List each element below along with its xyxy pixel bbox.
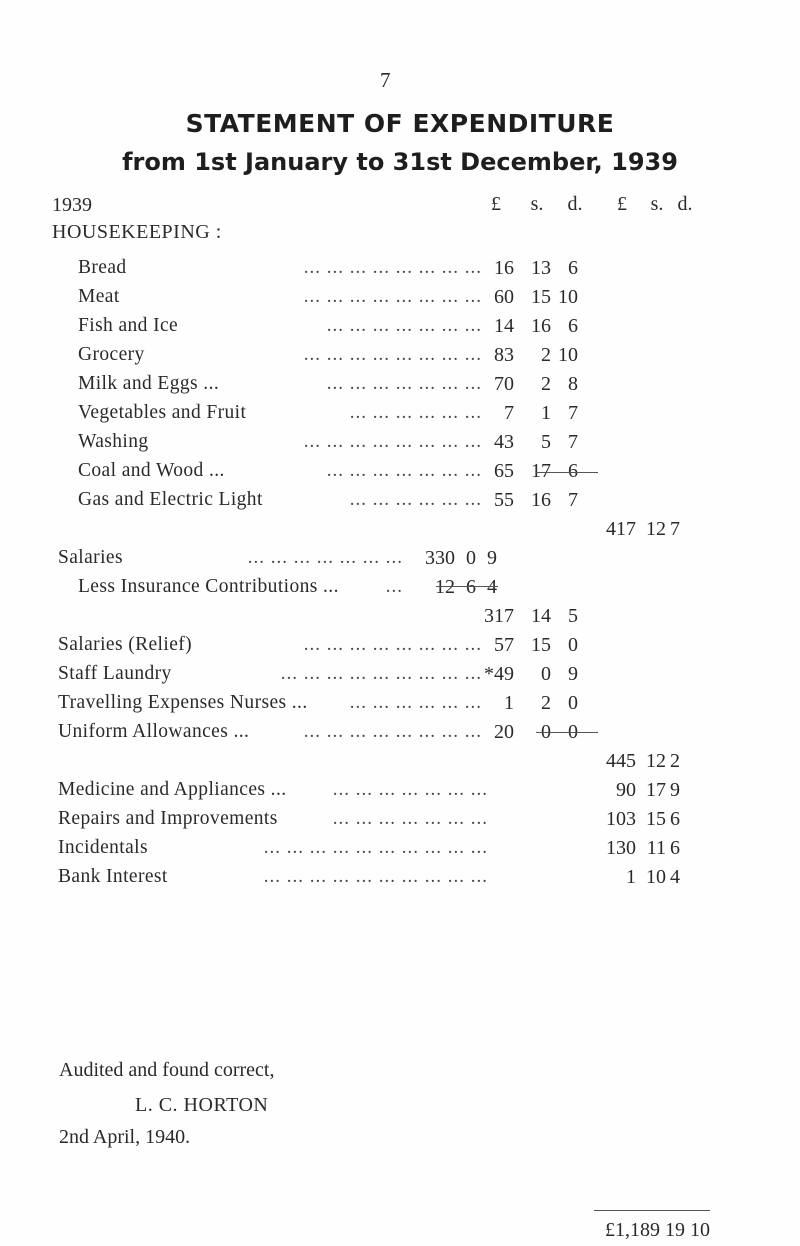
amount-pence: 10	[558, 286, 578, 308]
amount-pounds: 103	[606, 808, 636, 830]
amount-shillings: 0	[541, 663, 551, 685]
audit-statement: Audited and found correct,	[59, 1059, 275, 1081]
column-header-pounds-2: £	[617, 193, 627, 215]
row-leader-dots: ... ... ... ... ... ... ...	[326, 460, 482, 481]
row-label: Repairs and Improvements	[58, 808, 278, 829]
amount-shillings: 0	[541, 721, 551, 743]
amount-shillings: 12	[646, 518, 666, 540]
column-header-pence-1: d.	[567, 193, 583, 215]
amount-shillings: 2	[541, 344, 551, 366]
row-label: Medicine and Appliances ...	[58, 779, 287, 800]
amount-pounds: 14	[494, 315, 514, 337]
row-leader-dots: ... ... ... ... ... ...	[349, 402, 482, 423]
amount-pence: 0	[568, 692, 578, 714]
amount-pence: 0	[568, 721, 578, 743]
subtotal-rule-salaries	[436, 586, 498, 587]
row-label: Washing	[78, 431, 149, 452]
page-subtitle: from 1st January to 31st December, 1939	[122, 148, 678, 176]
amount-shillings: 2	[541, 692, 551, 714]
amount-pence: 6	[568, 460, 578, 482]
amount-pounds: 12	[435, 576, 455, 598]
amount-pence: 6	[568, 315, 578, 337]
amount-shillings: 15	[531, 634, 551, 656]
amount-pounds: *49	[484, 663, 514, 685]
amount-pounds: 65	[494, 460, 514, 482]
row-label: Meat	[78, 286, 120, 307]
row-leader-dots: ... ... ... ... ... ... ...	[332, 779, 488, 800]
grand-total-rule	[594, 1210, 710, 1211]
section-heading: HOUSEKEEPING :	[52, 221, 222, 243]
amount-shillings: 5	[541, 431, 551, 453]
amount-shillings: 17	[531, 460, 551, 482]
grand-total: £1,189 19 10	[605, 1219, 710, 1241]
row-label: Coal and Wood ...	[78, 460, 225, 481]
amount-pence: 7	[670, 518, 680, 540]
amount-pence: 5	[568, 605, 578, 627]
amount-shillings: 14	[531, 605, 551, 627]
row-label: Travelling Expenses Nurses ...	[58, 692, 308, 713]
amount-pence: 7	[568, 489, 578, 511]
amount-pence: 9	[568, 663, 578, 685]
amount-pence: 9	[670, 779, 680, 801]
row-leader-dots: ... ... ... ... ... ... ...	[247, 547, 403, 568]
amount-shillings: 15	[646, 808, 666, 830]
amount-pounds: 60	[494, 286, 514, 308]
amount-pence: 9	[487, 547, 497, 569]
subtotal-rule-salaries-staff	[536, 732, 598, 733]
amount-pence: 10	[558, 344, 578, 366]
row-label: Fish and Ice	[78, 315, 179, 336]
amount-shillings: 6	[466, 576, 476, 598]
amount-pounds: 55	[494, 489, 514, 511]
column-header-shillings-1: s.	[530, 193, 544, 215]
row-label: Grocery	[78, 344, 145, 365]
row-leader-dots: ... ... ... ... ... ... ... ... ... ...	[263, 866, 488, 887]
amount-shillings: 10	[646, 866, 666, 888]
subtotal-rule-housekeeping	[536, 472, 598, 473]
row-leader-dots: ... ... ... ... ... ... ... ...	[303, 721, 482, 742]
amount-shillings: 12	[646, 750, 666, 772]
amount-pence: 6	[568, 257, 578, 279]
amount-pounds: 417	[606, 518, 636, 540]
row-leader-dots: ... ... ... ... ... ...	[349, 692, 482, 713]
amount-pounds: 1	[504, 692, 514, 714]
amount-pounds: 445	[606, 750, 636, 772]
amount-pounds: 130	[606, 837, 636, 859]
auditor-name: L. C. HORTON	[135, 1094, 269, 1116]
amount-pounds: 330	[425, 547, 455, 569]
amount-pence: 8	[568, 373, 578, 395]
row-label: Salaries (Relief)	[58, 634, 193, 655]
row-leader-dots: ... ... ... ... ... ... ... ...	[303, 431, 482, 452]
amount-pounds: 43	[494, 431, 514, 453]
page-number: 7	[380, 68, 391, 92]
amount-pence: 6	[670, 837, 680, 859]
amount-pounds: 90	[616, 779, 636, 801]
row-leader-dots: ... ... ... ... ... ... ... ...	[303, 257, 482, 278]
row-label: Bank Interest	[58, 866, 168, 887]
row-label: Incidentals	[58, 837, 148, 858]
amount-shillings: 16	[531, 315, 551, 337]
row-label: Salaries	[58, 547, 123, 568]
audit-date: 2nd April, 1940.	[59, 1126, 191, 1148]
row-label: Vegetables and Fruit	[78, 402, 247, 423]
row-leader-dots: ... ... ... ... ... ... ... ...	[303, 634, 482, 655]
row-leader-dots: ... ... ... ... ... ... ... ... ...	[280, 663, 482, 684]
row-leader-dots: ... ... ... ... ... ... ... ...	[303, 286, 482, 307]
column-header-pounds-1: £	[491, 193, 501, 215]
amount-shillings: 1	[541, 402, 551, 424]
amount-shillings: 17	[646, 779, 666, 801]
amount-pence: 6	[670, 808, 680, 830]
amount-pence: 2	[670, 750, 680, 772]
row-label: Bread	[78, 257, 127, 278]
amount-pence: 4	[487, 576, 497, 598]
amount-shillings: 0	[466, 547, 476, 569]
row-label: Staff Laundry	[58, 663, 172, 684]
row-label: Less Insurance Contributions ...	[78, 576, 339, 597]
row-leader-dots: ... ... ... ... ... ... ...	[326, 315, 482, 336]
row-leader-dots: ... ... ... ... ... ... ... ... ... ...	[263, 837, 488, 858]
row-leader-dots: ... ... ... ... ... ... ... ...	[303, 344, 482, 365]
amount-pence: 7	[568, 431, 578, 453]
row-leader-dots: ... ... ... ... ... ... ...	[332, 808, 488, 829]
row-label: Milk and Eggs ...	[78, 373, 220, 394]
amount-pounds: 57	[494, 634, 514, 656]
amount-shillings: 13	[531, 257, 551, 279]
amount-pounds: 7	[504, 402, 514, 424]
amount-shillings: 11	[646, 837, 666, 859]
amount-pounds: 317	[484, 605, 514, 627]
column-header-shillings-2: s.	[650, 193, 664, 215]
amount-shillings: 15	[531, 286, 551, 308]
column-header-pence-2: d.	[677, 193, 693, 215]
amount-pence: 7	[568, 402, 578, 424]
amount-pounds: 70	[494, 373, 514, 395]
amount-pounds: 1	[626, 866, 636, 888]
amount-pounds: 83	[494, 344, 514, 366]
row-leader-dots: ... ... ... ... ... ...	[349, 489, 482, 510]
row-label: Gas and Electric Light	[78, 489, 263, 510]
row-label: Uniform Allowances ...	[58, 721, 250, 742]
amount-shillings: 2	[541, 373, 551, 395]
amount-pounds: 16	[494, 257, 514, 279]
row-leader-dots: ...	[385, 576, 403, 597]
amount-shillings: 16	[531, 489, 551, 511]
amount-pence: 0	[568, 634, 578, 656]
row-leader-dots: ... ... ... ... ... ... ...	[326, 373, 482, 394]
amount-pence: 4	[670, 866, 680, 888]
amount-pounds: 20	[494, 721, 514, 743]
year-label: 1939	[52, 194, 92, 216]
page-title: STATEMENT OF EXPENDITURE	[185, 109, 615, 138]
